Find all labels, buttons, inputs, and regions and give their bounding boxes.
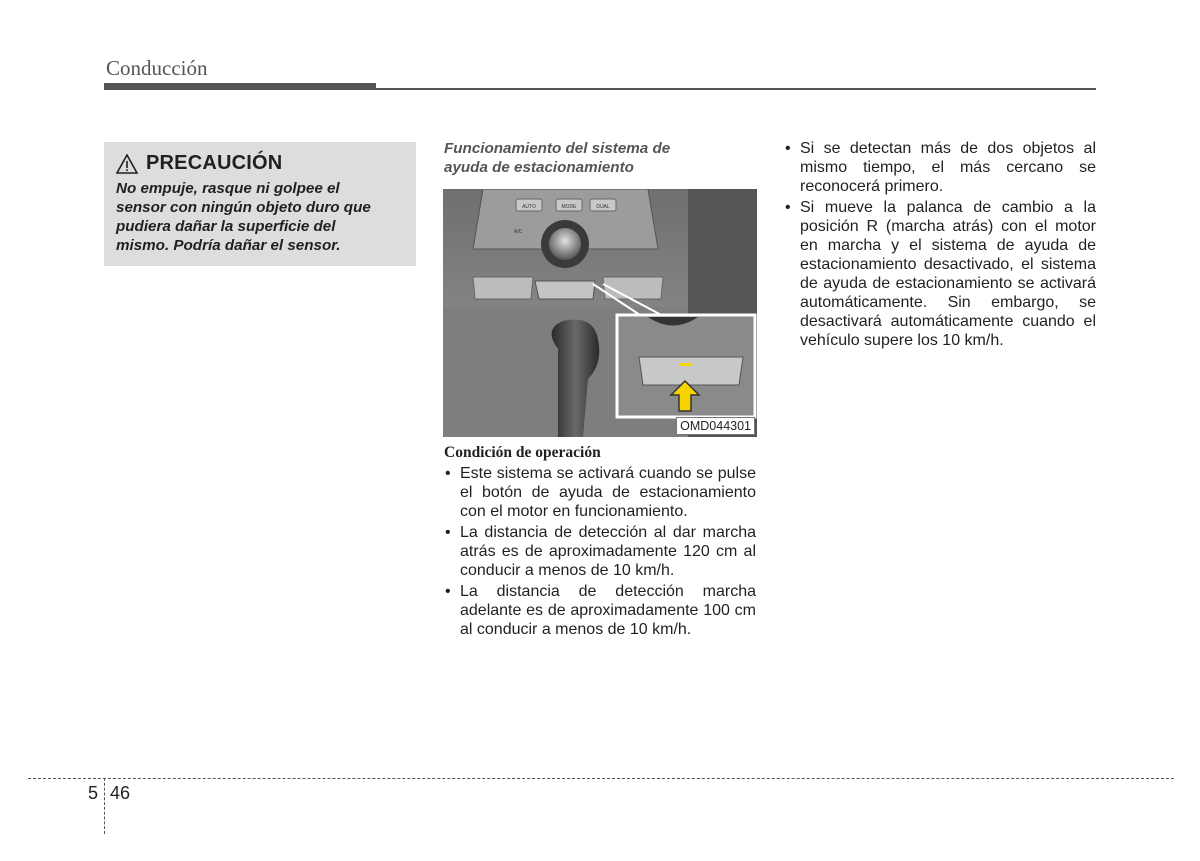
figure-heading-line: Funcionamiento del sistema de [444, 140, 671, 157]
operation-heading: Condición de operación [444, 444, 601, 461]
caution-line: sensor con ningún objeto duro que [116, 199, 371, 216]
caution-line: pudiera dañar la superficie del [116, 218, 336, 235]
right-column-list [784, 139, 1096, 352]
figure-heading-line: ayuda de estacionamiento [444, 159, 634, 176]
warning-triangle-icon [116, 154, 138, 174]
caution-title: PRECAUCIÓN [146, 152, 283, 174]
caution-line: No empuje, rasque ni golpee el [116, 180, 340, 197]
operation-list [444, 464, 756, 641]
list-item: • Si se detectan más de dos objetos al mismo tiempo, el más cercano se reconocerá primero. [784, 139, 1096, 196]
parking-assist-button-small [535, 281, 595, 299]
header-rule [104, 88, 1096, 90]
page-number: 46 [110, 783, 131, 803]
dual-key-label: DUAL [596, 204, 610, 210]
caution-line: mismo. Podría dañar el sensor. [116, 237, 341, 254]
parking-assist-figure [443, 189, 757, 437]
list-item: • Este sistema se activará cuando se pulse el botón de ayuda de estacionamiento con el motor en funcionamiento. [444, 464, 756, 521]
left-button [473, 277, 533, 299]
footer-rule [28, 778, 1174, 779]
inset-parking-button [639, 357, 743, 385]
footer-divider [104, 778, 105, 834]
caution-header [116, 152, 408, 175]
chapter-number: 5 [88, 783, 99, 803]
temperature-knob [549, 228, 581, 260]
indicator-light-icon [679, 363, 691, 366]
list-item: • La distancia de detección marcha adelante es de aproximadamente 100 cm al conducir a menos de 10 km/h. [444, 582, 756, 639]
list-item: • La distancia de detección al dar marcha atrás es de aproximadamente 120 cm al conducir a menos de 10 km/h. [444, 523, 756, 580]
mode-key-label: MODE [561, 204, 577, 210]
figure-heading [444, 139, 756, 177]
section-title: Conducción [106, 56, 208, 80]
caution-box [104, 142, 416, 266]
list-item: • Si mueve la palanca de cambio a la posición R (marcha atrás) con el motor en marcha y el sistema de ayuda de estacionamiento desactivado, el sistema de ayuda de estacionamiento se activará automáticamente. Sin embargo, se desactivará automáticamente cuando el vehículo supere los 10 km/h. [784, 198, 1096, 350]
auto-key-label: AUTO [522, 204, 536, 210]
caution-text [116, 179, 408, 255]
console-illustration [443, 189, 757, 437]
figure-code: OMD044301 [676, 417, 755, 435]
ac-key-label: A/C [514, 229, 523, 235]
